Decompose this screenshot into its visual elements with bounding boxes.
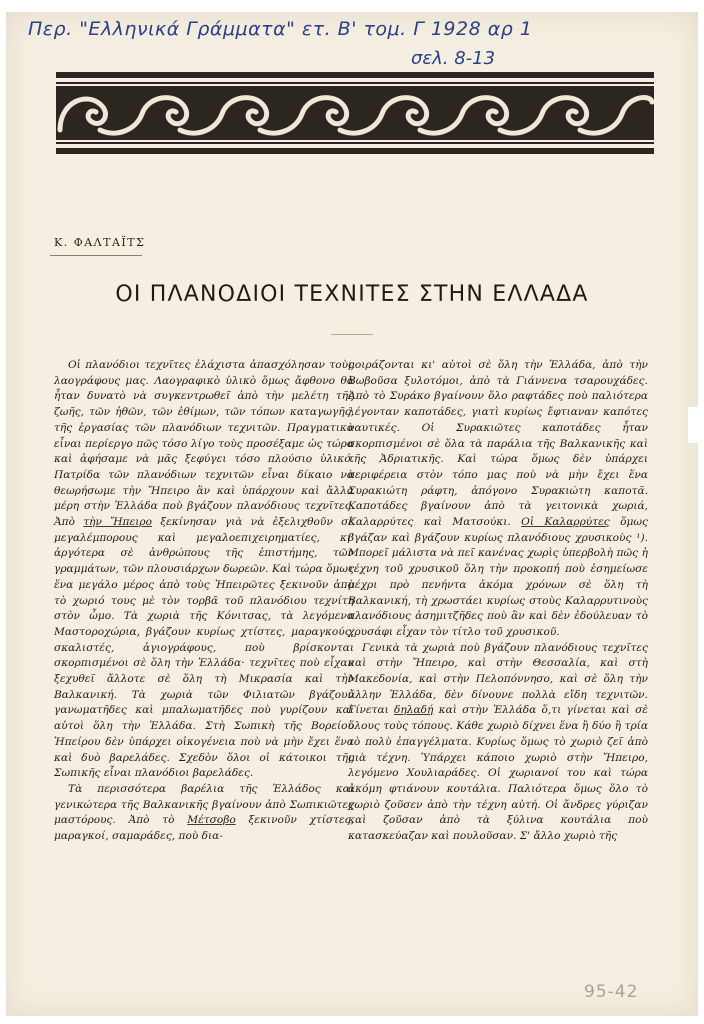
underlined-text: Μέτσοβο (187, 814, 236, 827)
paragraph-text: ξεκίνησαν γιὰ νὰ ἐξελιχθοῦν σὲ μεγαλέμπορους καὶ μεγαλοεπιχειρηματίες, κι' ἀργότερα σὲ ἀνθρώπους τῆς ἐπιστήμης, τῶν γραμμάτων, τῶν πλουσιάρχων δωρεῶν. Καὶ τώρα ὅμως ἕνα μεγάλο μέρος ἀπὸ τοὺς Ἠπειρῶτες ξεκινοῦν ἀπὸ τὸ χωριό τους μὲ τὸν τορβᾶ τοῦ πλανόδιου τεχνίτη στὸν ὦμο. Τὰ χωριὰ τῆς Κόνιτσας, τὰ λεγόμενα Μαστοροχώρια, βγάζουν κυρίως χτίστες, μαραγκούς, σκαλιστές, ἁγιογράφους, ποὺ βρίσκονται σκορπισμένοι σὲ ὅλη τὴν Ἑλλάδα· τεχνῖτες ποὺ εἶχαν ξεχυθεῖ ἄλλοτε σὲ ὅλη τὴ Μικρασία καὶ τὴν Βαλκανική. Τὰ χωριὰ τῶν Φιλιατῶν βγάζουν γανωματῆδες καὶ μπαλωματῆδες ποὺ γυρίζουν καὶ αὐτοὶ ὅλη τὴν Ἑλλάδα. Στὴ Σωπικὴ τῆς Βορείου Ἠπείρου δὲν ὑπάρχει οἰκογένεια ποὺ νὰ μὴν ἔχει ἕνα καὶ δυὸ βαρελάδες. Σχεδὸν ὅλοι οἱ κάτοικοι τῆς Σωπικῆς εἶναι πλανόδιοι βαρελάδες. (54, 516, 355, 780)
paragraph-text: καὶ στὴν Ἑλλάδα ὅ,τι γίνεται καὶ σὲ ὅλους τοὺς τόπους. Κάθε χωριὸ δίχνει ἕνα ἢ δύο ἢ τρία τὸ πολὺ ἐπαγγέλματα. Κυρίως ὅμως τὸ χωριὸ ζεῖ ἀπὸ μιὰ τέχνη. Ὑπάρχει κάποιο χωριὸ στὴν Ἤπειρο, λεγόμενο Χουλιαράδες. Οἱ χωριανοί του καὶ τώρα ἀκόμη φτιάνουν κουτάλια. Παλιότερα ὅμως ὅλο τὸ χωριὸ ζοῦσεν ἀπὸ τὴν τέχνη αὐτή. Οἱ ἄνδρες γύριζαν καὶ ζοῦσαν ἀπὸ τὰ ξύλινα κουτάλια ποὺ κατασκεύαζαν καὶ πουλοῦσαν. Σ' ἄλλο χωριὸ τῆς (348, 704, 648, 843)
archive-number: 95-42 (584, 982, 639, 1002)
paragraph-text: ὅμως βγάζαν καὶ βγάζουν κυρίως πλανόδιους χρυσικοὺς ¹). Μπορεῖ μάλιστα νὰ πεῖ κανένας χωρὶς ὑπερβολὴ πῶς ἡ τέχνη τοῦ χρυσικοῦ ὅλη τὴν προκοπή ποὺ ἐσημείωσε μέχρι πρὸ πενήντα ἀκόμα χρόνων σὲ ὅλη τὴ Βαλκανική, τὴ χρωστάει κυρίως στοὺς Καλαρρυτινοὺς πλανόδιους ἀσημιτζῆδες ποὺ ἂν καὶ δὲν ἐδούλευαν τὸ χρυσάφι εἶχαν τὸν τίτλο τοῦ χρυσικοῦ. (348, 516, 648, 638)
handwritten-citation-line2: σελ. 8-13 (411, 48, 496, 69)
paragraph-text: μοιράζονται κι' αὐτοὶ σὲ ὅλη τὴν Ἑλλάδα, ἀπὸ τὴν Βωβοῦσα ξυλοτόμοι, ἀπὸ τὰ Γιάννενα τσαρουχάδες. Ἀπὸ τὸ Συράκο βγαίνουν ὅλο ραφτάδες ποὺ παλιότερα λέγονταν καποτάδες, γιατὶ κυρίως ἔφτιαναν καπότες ναυτικές. Οἱ Συρακιῶτες καποτάδες ἦταν σκορπισμένοι σὲ ὅλα τὰ παράλια τῆς Βαλκανικῆς καὶ τῆς Ἀδριατικῆς. Καὶ τώρα ὅμως δὲν ὑπάρχει περιφέρεια στὸν τόπο μας ποὺ νὰ μὴν ἔχει ἕνα Συρακιώτη ράφτη, ἀπόγονο Συρακιώτη καποτᾶ. Καποτάδες βγαίνουν ἀπὸ τὰ γειτονικὰ χωριά, Καλαρρύτες καὶ Ματσούκι. (348, 359, 648, 529)
text-column-left (54, 358, 354, 845)
handwritten-citation-line1: Περ. "Ελληνικά Γράμματα" ετ. Β' τομ. Γ 1928 αρ 1 (28, 18, 533, 40)
underlined-text: Οἱ Καλαρρύτες (521, 516, 610, 529)
paragraph (54, 782, 354, 845)
paragraph-text: Οἱ πλανόδιοι τεχνῖτες ἐλάχιστα ἀπασχόλησαν τοὺς λαογράφους μας. Λαογραφικὸ ὑλικὸ ὅμως ἄφθονο θὰ ἦταν δυνατὸ νὰ συγκεντρωθεῖ ἀπὸ τὴν μελέτη τῆς ζωῆς, τῶν ἠθῶν, τῶν ἐθίμων, τῶν τόπων καταγωγῆς, τῆς ἐργασίας τῶν πλανόδιων τεχνιτῶν. Πραγματικὰ εἶναι περίεργο πῶς τόσο λίγο τοὺς προσέξαμε ὡς τώρα καὶ ἀφήσαμε νὰ μᾶς ξεφύγει τόσο πλούσιο ὑλικό. Πατρίδα τῶν πλανόδιων τεχνιτῶν εἶναι δίκαιο νὰ θεωρήσωμε τὴν Ἤπειρο ἂν καὶ ὑπάρχουν καὶ ἄλλα μέρη στὴν Ἑλλάδα ποὺ βγάζουν πλανόδιους τεχνῖτες. Ἀπὸ (54, 359, 354, 529)
author-name: Κ. ΦΑΛΤΑΪΤΣ (54, 236, 146, 249)
article-title: ΟΙ ΠΛΑΝΟΔΙΟΙ ΤΕΧΝΙΤΕΣ ΣΤΗΝ ΕΛΛΑΔΑ (115, 282, 589, 307)
paragraph (348, 358, 648, 641)
underlined-text: δηλαδή (394, 704, 434, 717)
author-underline (50, 255, 142, 256)
document-page (6, 12, 698, 1016)
paragraph (348, 641, 648, 845)
paragraph-text: ξεκινοῦν χτίστες, μαραγκοί, σαμαράδες, ποὺ δια- (54, 814, 354, 843)
title-divider (331, 334, 373, 335)
paragraph-text: Γενικὰ τὰ χωριὰ ποὺ βγάζουν πλανόδιους τεχνῖτες καὶ στὴν Ἤπειρο, καὶ στὴν Θεσσαλία, καὶ στὴ Μακεδονία, καὶ στὴν Πελοπόννησο, καὶ σὲ ὅλη τὴν ἄλλην Ἑλλάδα, δὲν δίνουνε πολλὰ εἴδη τεχνιτῶν. Γίνεται (348, 641, 648, 717)
paragraph (54, 358, 354, 782)
paragraph-text: Τὰ περισσότερα βαρέλια τῆς Ἑλλάδος καὶ γενικώτερα τῆς Βαλκανικῆς βγαίνουν ἀπὸ Σωπικιῶτες μαστόρους. Ἀπὸ τὸ (54, 782, 354, 827)
page-edge-tear (688, 407, 698, 443)
greek-wave-meander-border (56, 72, 654, 154)
text-column-right (348, 358, 648, 845)
underlined-text: τὴν Ἤπειρο (83, 516, 152, 529)
